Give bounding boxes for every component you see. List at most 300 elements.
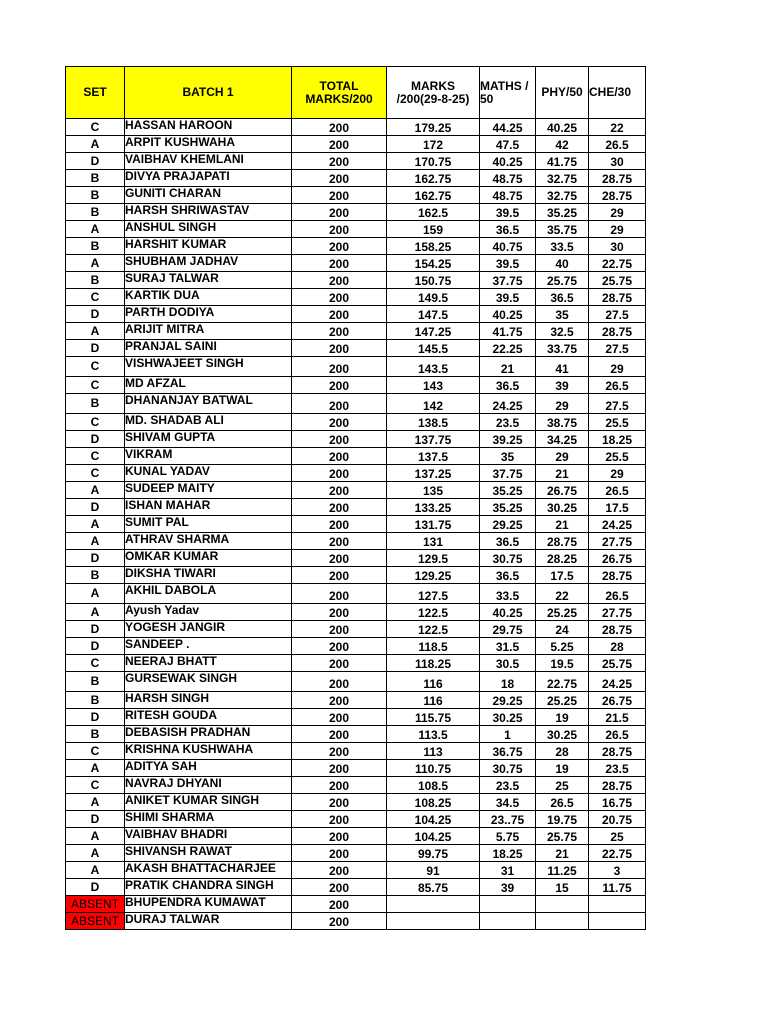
name-cell: BHUPENDRA KUMAWAT (125, 896, 292, 913)
marks-cell (387, 913, 480, 930)
table-row (66, 431, 646, 448)
total-cell: 200 (292, 516, 387, 533)
che-cell: 25 (589, 828, 646, 845)
table-row (66, 760, 646, 777)
che-cell: 24.25 (589, 672, 646, 692)
name-cell: ANIKET KUMAR SINGH (125, 794, 292, 811)
table-row (66, 238, 646, 255)
name-cell: MD AFZAL (125, 377, 292, 394)
marks-cell: 113.5 (387, 726, 480, 743)
table-row (66, 604, 646, 621)
che-cell: 28 (589, 638, 646, 655)
set-cell: D (66, 306, 125, 323)
table-row (66, 709, 646, 726)
name-cell: HARSH SHRIWASTAV (125, 204, 292, 221)
name-cell: SURAJ TALWAR (125, 272, 292, 289)
name-cell: KARTIK DUA (125, 289, 292, 306)
total-cell: 200 (292, 136, 387, 153)
che-cell: 29 (589, 204, 646, 221)
che-cell: 25.75 (589, 272, 646, 289)
total-cell: 200 (292, 238, 387, 255)
che-cell: 28.75 (589, 777, 646, 794)
marks-cell: 131.75 (387, 516, 480, 533)
marks-cell (387, 896, 480, 913)
marks-cell: 149.5 (387, 289, 480, 306)
maths-cell: 36.5 (480, 567, 536, 584)
table-row (66, 533, 646, 550)
name-cell: SANDEEP . (125, 638, 292, 655)
maths-cell: 29.75 (480, 621, 536, 638)
marks-cell: 118.5 (387, 638, 480, 655)
phy-cell: 21 (536, 465, 589, 482)
marks-cell: 127.5 (387, 584, 480, 604)
maths-cell: 40.25 (480, 604, 536, 621)
marks-cell: 143 (387, 377, 480, 394)
che-cell: 3 (589, 862, 646, 879)
maths-cell: 37.75 (480, 465, 536, 482)
che-cell: 27.5 (589, 306, 646, 323)
phy-cell: 29 (536, 394, 589, 414)
name-cell: SUMIT PAL (125, 516, 292, 533)
table-row (66, 465, 646, 482)
table-row (66, 153, 646, 170)
maths-cell: 48.75 (480, 170, 536, 187)
che-cell: 18.25 (589, 431, 646, 448)
name-cell: AKASH BHATTACHARJEE (125, 862, 292, 879)
total-cell: 200 (292, 794, 387, 811)
set-cell: B (66, 672, 125, 692)
phy-cell: 32.75 (536, 170, 589, 187)
set-cell: A (66, 516, 125, 533)
name-cell: DIVYA PRAJAPATI (125, 170, 292, 187)
phy-cell: 41.75 (536, 153, 589, 170)
che-cell: 28.75 (589, 621, 646, 638)
table-row (66, 170, 646, 187)
maths-cell: 1 (480, 726, 536, 743)
set-cell: A (66, 482, 125, 499)
name-cell: NAVRAJ DHYANI (125, 777, 292, 794)
set-cell: C (66, 289, 125, 306)
maths-cell: 41.75 (480, 323, 536, 340)
name-cell: SHIMI SHARMA (125, 811, 292, 828)
phy-cell: 30.25 (536, 499, 589, 516)
marks-cell: 154.25 (387, 255, 480, 272)
set-cell: C (66, 414, 125, 431)
name-cell: SHUBHAM JADHAV (125, 255, 292, 272)
table-row (66, 692, 646, 709)
maths-cell: 30.75 (480, 550, 536, 567)
total-cell: 200 (292, 533, 387, 550)
marks-cell: 104.25 (387, 811, 480, 828)
name-cell: VISHWAJEET SINGH (125, 357, 292, 377)
maths-cell: 29.25 (480, 516, 536, 533)
name-cell: KUNAL YADAV (125, 465, 292, 482)
set-cell: D (66, 340, 125, 357)
total-cell: 200 (292, 811, 387, 828)
che-cell: 28.75 (589, 187, 646, 204)
marks-cell: 122.5 (387, 604, 480, 621)
marks-cell: 118.25 (387, 655, 480, 672)
maths-cell: 35.25 (480, 499, 536, 516)
phy-cell: 33.75 (536, 340, 589, 357)
total-cell: 200 (292, 896, 387, 913)
che-cell: 28.75 (589, 743, 646, 760)
name-cell: ARPIT KUSHWAHA (125, 136, 292, 153)
maths-cell: 39.5 (480, 255, 536, 272)
name-cell: DEBASISH PRADHAN (125, 726, 292, 743)
marks-cell: 145.5 (387, 340, 480, 357)
marks-cell: 158.25 (387, 238, 480, 255)
table-row (66, 828, 646, 845)
marks-cell: 108.25 (387, 794, 480, 811)
che-cell: 27.5 (589, 340, 646, 357)
set-cell: A (66, 828, 125, 845)
phy-cell: 40 (536, 255, 589, 272)
phy-cell: 28.25 (536, 550, 589, 567)
che-cell: 26.5 (589, 584, 646, 604)
che-cell: 26.75 (589, 550, 646, 567)
name-cell: YOGESH JANGIR (125, 621, 292, 638)
marks-cell: 159 (387, 221, 480, 238)
table-row (66, 394, 646, 414)
table-row (66, 621, 646, 638)
set-cell: C (66, 377, 125, 394)
marks-cell: 142 (387, 394, 480, 414)
che-cell: 26.5 (589, 726, 646, 743)
set-cell: ABSENT (66, 913, 125, 930)
marks-cell: 162.5 (387, 204, 480, 221)
table-row (66, 482, 646, 499)
phy-cell: 28.75 (536, 533, 589, 550)
total-cell: 200 (292, 777, 387, 794)
maths-cell: 36.5 (480, 533, 536, 550)
table-row (66, 357, 646, 377)
phy-cell: 35.25 (536, 204, 589, 221)
name-cell: VIKRAM (125, 448, 292, 465)
phy-cell: 22.75 (536, 672, 589, 692)
phy-cell: 41 (536, 357, 589, 377)
che-cell: 21.5 (589, 709, 646, 726)
marks-cell: 147.25 (387, 323, 480, 340)
che-cell: 16.75 (589, 794, 646, 811)
phy-cell: 11.25 (536, 862, 589, 879)
table-row (66, 306, 646, 323)
marks-cell: 137.25 (387, 465, 480, 482)
marks-cell: 122.5 (387, 621, 480, 638)
total-cell: 200 (292, 879, 387, 896)
total-cell: 200 (292, 414, 387, 431)
set-cell: A (66, 323, 125, 340)
table-row (66, 255, 646, 272)
set-cell: C (66, 357, 125, 377)
total-cell: 200 (292, 828, 387, 845)
results-table (65, 66, 646, 930)
marks-cell: 179.25 (387, 119, 480, 136)
total-cell: 200 (292, 204, 387, 221)
maths-cell: 30.75 (480, 760, 536, 777)
phy-cell (536, 913, 589, 930)
phy-cell: 35 (536, 306, 589, 323)
name-cell: AKHIL DABOLA (125, 584, 292, 604)
table-row (66, 448, 646, 465)
table-row (66, 794, 646, 811)
total-cell: 200 (292, 760, 387, 777)
name-cell: OMKAR KUMAR (125, 550, 292, 567)
total-cell: 200 (292, 604, 387, 621)
che-cell: 22.75 (589, 255, 646, 272)
phy-cell: 25.25 (536, 692, 589, 709)
total-cell: 200 (292, 743, 387, 760)
che-cell: 28.75 (589, 323, 646, 340)
set-cell: B (66, 272, 125, 289)
total-cell: 200 (292, 221, 387, 238)
table-row (66, 896, 646, 913)
set-cell: B (66, 187, 125, 204)
phy-cell: 42 (536, 136, 589, 153)
maths-cell: 39.5 (480, 204, 536, 221)
che-cell: 26.5 (589, 482, 646, 499)
table-row (66, 811, 646, 828)
che-cell (589, 913, 646, 930)
name-cell: PRATIK CHANDRA SINGH (125, 879, 292, 896)
set-cell: C (66, 465, 125, 482)
name-cell: RITESH GOUDA (125, 709, 292, 726)
phy-cell: 15 (536, 879, 589, 896)
che-cell: 29 (589, 221, 646, 238)
total-cell: 200 (292, 394, 387, 414)
che-cell: 30 (589, 153, 646, 170)
set-cell: B (66, 394, 125, 414)
phy-cell: 26.5 (536, 794, 589, 811)
che-cell: 29 (589, 465, 646, 482)
table-row (66, 567, 646, 584)
header-che: CHE/30 (589, 67, 646, 119)
che-cell: 25.5 (589, 414, 646, 431)
maths-cell: 44.25 (480, 119, 536, 136)
total-cell: 200 (292, 638, 387, 655)
marks-cell: 85.75 (387, 879, 480, 896)
set-cell: A (66, 604, 125, 621)
table-row (66, 204, 646, 221)
name-cell: SHIVANSH RAWAT (125, 845, 292, 862)
phy-cell: 38.75 (536, 414, 589, 431)
maths-cell (480, 913, 536, 930)
table-row (66, 777, 646, 794)
name-cell: VAIBHAV KHEMLANI (125, 153, 292, 170)
total-cell: 200 (292, 584, 387, 604)
phy-cell: 28 (536, 743, 589, 760)
set-cell: B (66, 726, 125, 743)
maths-cell: 30.25 (480, 709, 536, 726)
maths-cell: 37.75 (480, 272, 536, 289)
set-cell: B (66, 567, 125, 584)
che-cell: 28.75 (589, 289, 646, 306)
che-cell: 28.75 (589, 170, 646, 187)
set-cell: A (66, 255, 125, 272)
che-cell: 22.75 (589, 845, 646, 862)
marks-cell: 135 (387, 482, 480, 499)
total-cell: 200 (292, 845, 387, 862)
phy-cell: 24 (536, 621, 589, 638)
maths-cell: 23.5 (480, 777, 536, 794)
total-cell: 200 (292, 709, 387, 726)
table-row (66, 136, 646, 153)
table-row (66, 845, 646, 862)
marks-cell: 170.75 (387, 153, 480, 170)
set-cell: D (66, 153, 125, 170)
maths-cell: 36.5 (480, 377, 536, 394)
name-cell: ATHRAV SHARMA (125, 533, 292, 550)
total-cell: 200 (292, 119, 387, 136)
set-cell: D (66, 499, 125, 516)
marks-cell: 110.75 (387, 760, 480, 777)
total-cell: 200 (292, 357, 387, 377)
maths-cell: 18.25 (480, 845, 536, 862)
phy-cell: 36.5 (536, 289, 589, 306)
set-cell: A (66, 760, 125, 777)
total-cell: 200 (292, 170, 387, 187)
maths-cell: 39.25 (480, 431, 536, 448)
name-cell: SHIVAM GUPTA (125, 431, 292, 448)
set-cell: D (66, 709, 125, 726)
total-cell: 200 (292, 692, 387, 709)
maths-cell: 35 (480, 448, 536, 465)
table-row (66, 377, 646, 394)
table-row (66, 862, 646, 879)
total-cell: 200 (292, 153, 387, 170)
table-row (66, 879, 646, 896)
maths-cell: 18 (480, 672, 536, 692)
set-cell: D (66, 638, 125, 655)
total-cell: 200 (292, 448, 387, 465)
set-cell: B (66, 238, 125, 255)
name-cell: ISHAN MAHAR (125, 499, 292, 516)
table-row (66, 340, 646, 357)
name-cell: HARSH SINGH (125, 692, 292, 709)
che-cell (589, 896, 646, 913)
maths-cell: 40.25 (480, 306, 536, 323)
total-cell: 200 (292, 550, 387, 567)
total-cell: 200 (292, 913, 387, 930)
phy-cell: 29 (536, 448, 589, 465)
set-cell: C (66, 448, 125, 465)
name-cell: HARSHIT KUMAR (125, 238, 292, 255)
phy-cell: 5.25 (536, 638, 589, 655)
marks-cell: 129.5 (387, 550, 480, 567)
phy-cell: 25.25 (536, 604, 589, 621)
phy-cell: 19.75 (536, 811, 589, 828)
phy-cell: 25.75 (536, 272, 589, 289)
table-row (66, 584, 646, 604)
che-cell: 26.75 (589, 692, 646, 709)
total-cell: 200 (292, 726, 387, 743)
set-cell: D (66, 879, 125, 896)
maths-cell: 22.25 (480, 340, 536, 357)
set-cell: D (66, 811, 125, 828)
che-cell: 22 (589, 119, 646, 136)
marks-cell: 138.5 (387, 414, 480, 431)
set-cell: D (66, 621, 125, 638)
marks-cell: 150.75 (387, 272, 480, 289)
set-cell: A (66, 533, 125, 550)
maths-cell: 36.75 (480, 743, 536, 760)
name-cell: SUDEEP MAITY (125, 482, 292, 499)
name-cell: GUNITI CHARAN (125, 187, 292, 204)
total-cell: 200 (292, 187, 387, 204)
name-cell: DURAJ TALWAR (125, 913, 292, 930)
table-row (66, 743, 646, 760)
total-cell: 200 (292, 621, 387, 638)
name-cell: Ayush Yadav (125, 604, 292, 621)
phy-cell: 39 (536, 377, 589, 394)
che-cell: 27.75 (589, 604, 646, 621)
che-cell: 26.5 (589, 136, 646, 153)
maths-cell: 33.5 (480, 584, 536, 604)
set-cell: B (66, 204, 125, 221)
phy-cell: 33.5 (536, 238, 589, 255)
phy-cell: 19 (536, 709, 589, 726)
marks-cell: 143.5 (387, 357, 480, 377)
table-row (66, 672, 646, 692)
marks-cell: 137.75 (387, 431, 480, 448)
che-cell: 20.75 (589, 811, 646, 828)
name-cell: DHANANJAY BATWAL (125, 394, 292, 414)
phy-cell: 35.75 (536, 221, 589, 238)
phy-cell: 19 (536, 760, 589, 777)
che-cell: 11.75 (589, 879, 646, 896)
phy-cell (536, 896, 589, 913)
maths-cell: 31.5 (480, 638, 536, 655)
che-cell: 17.5 (589, 499, 646, 516)
total-cell: 200 (292, 306, 387, 323)
set-cell: D (66, 431, 125, 448)
header-phy: PHY/50 (536, 67, 589, 119)
maths-cell: 24.25 (480, 394, 536, 414)
maths-cell: 21 (480, 357, 536, 377)
table-row (66, 221, 646, 238)
name-cell: VAIBHAV BHADRI (125, 828, 292, 845)
marks-cell: 147.5 (387, 306, 480, 323)
marks-cell: 162.75 (387, 187, 480, 204)
set-cell: A (66, 584, 125, 604)
set-cell: A (66, 221, 125, 238)
total-cell: 200 (292, 255, 387, 272)
che-cell: 26.5 (589, 377, 646, 394)
marks-cell: 104.25 (387, 828, 480, 845)
total-cell: 200 (292, 672, 387, 692)
name-cell: ARIJIT MITRA (125, 323, 292, 340)
total-cell: 200 (292, 655, 387, 672)
phy-cell: 30.25 (536, 726, 589, 743)
marks-cell: 116 (387, 672, 480, 692)
marks-cell: 172 (387, 136, 480, 153)
table-row (66, 119, 646, 136)
maths-cell: 5.75 (480, 828, 536, 845)
marks-cell: 162.75 (387, 170, 480, 187)
maths-cell: 39.5 (480, 289, 536, 306)
phy-cell: 21 (536, 845, 589, 862)
che-cell: 23.5 (589, 760, 646, 777)
table-row (66, 323, 646, 340)
set-cell: B (66, 170, 125, 187)
set-cell: B (66, 692, 125, 709)
che-cell: 27.5 (589, 394, 646, 414)
table-row (66, 516, 646, 533)
total-cell: 200 (292, 377, 387, 394)
set-cell: A (66, 136, 125, 153)
table-row (66, 272, 646, 289)
header-batch: BATCH 1 (125, 67, 292, 119)
